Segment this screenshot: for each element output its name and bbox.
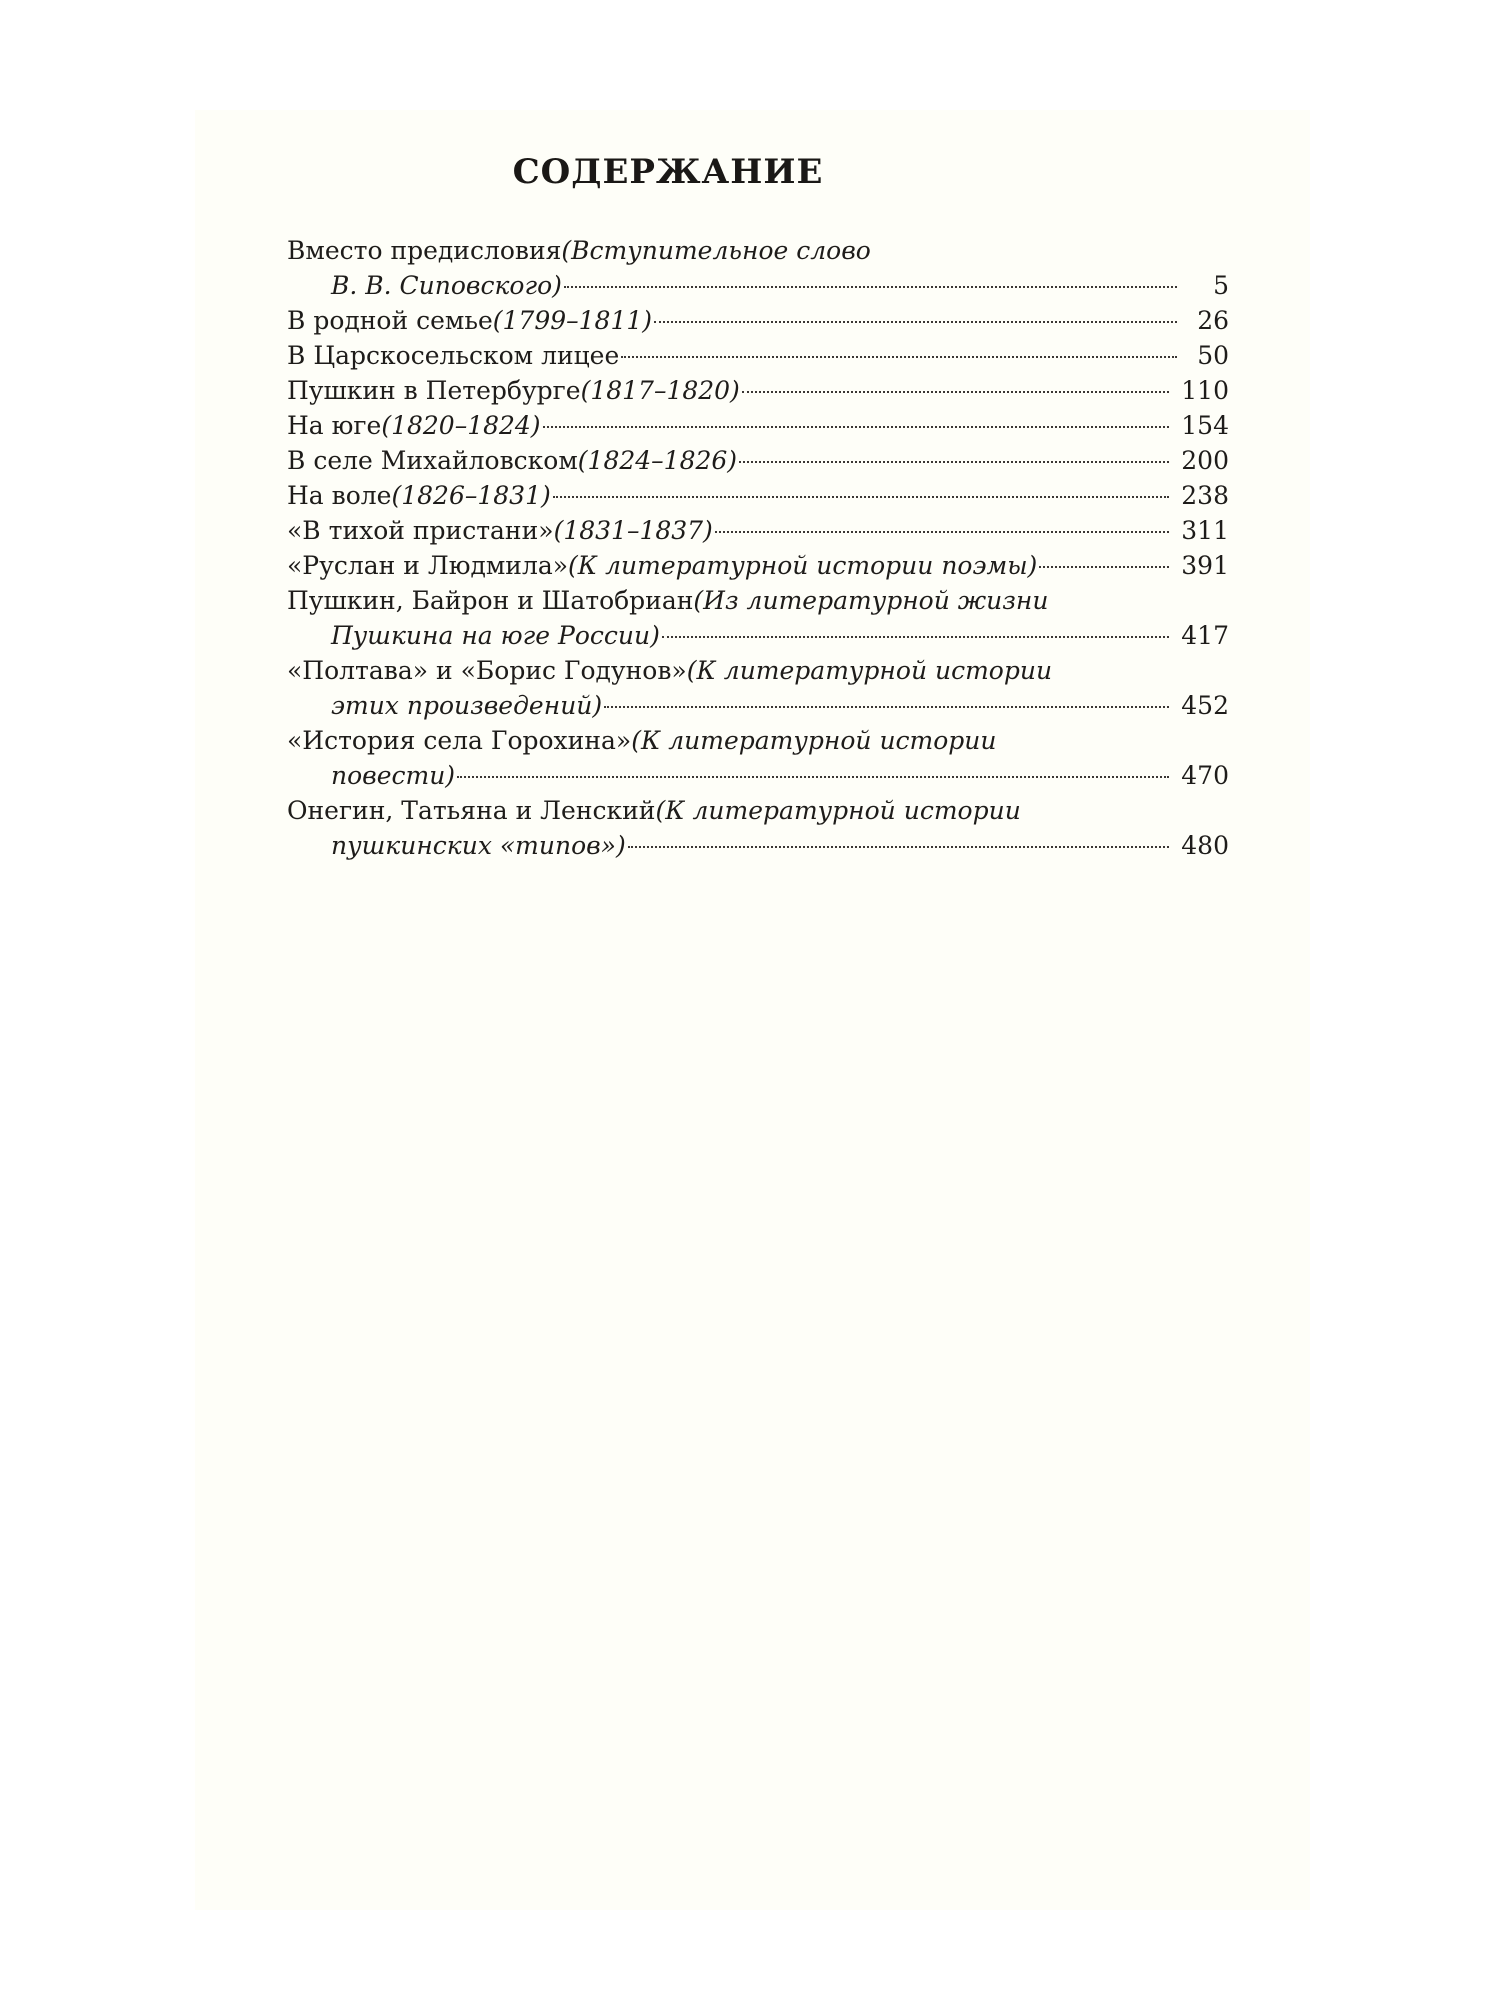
toc-entry[interactable] (287, 653, 1229, 723)
toc-subtitle: (К литературной истории (655, 796, 1021, 825)
toc-subtitle: пушкинских «типов») (331, 831, 626, 860)
toc-subtitle: (1817–1820) (580, 376, 740, 405)
toc-entry-continuation (287, 828, 1229, 863)
toc-subtitle: (К литературной истории (631, 726, 997, 755)
toc-entry-continuation (287, 268, 1229, 303)
toc-title: На юге (287, 411, 382, 440)
toc-subtitle: повести) (331, 761, 456, 790)
toc-entry[interactable] (287, 443, 1229, 478)
toc-entry-line (287, 408, 1229, 443)
dot-leader (739, 461, 1169, 463)
toc-page-number: 238 (1181, 481, 1229, 510)
toc-entry-first-line (287, 653, 1229, 688)
toc-title: «История села Горохина» (287, 726, 632, 755)
toc-title: «В тихой пристани» (287, 516, 554, 545)
toc-entry-line (287, 478, 1229, 513)
toc-entry[interactable] (287, 338, 1229, 373)
toc-title: Пушкин, Байрон и Шатобриан (287, 586, 694, 615)
toc-page-number: 110 (1181, 376, 1229, 405)
toc-subtitle: (1799–1811) (492, 306, 653, 335)
toc-entry-line (287, 303, 1229, 338)
toc-subtitle: (К литературной истории (686, 656, 1053, 685)
toc-entry[interactable] (287, 548, 1229, 583)
dot-leader (742, 391, 1169, 393)
toc-entry[interactable] (287, 723, 1229, 793)
toc-entry[interactable] (287, 478, 1229, 513)
toc-title: В селе Михайловском (287, 446, 578, 475)
dot-leader (604, 706, 1169, 708)
toc-title: Вместо предисловия (287, 236, 562, 265)
toc-entry-line (287, 513, 1229, 548)
dot-leader (715, 531, 1169, 533)
toc-subtitle: (1820–1824) (381, 411, 541, 440)
toc-entry-line (287, 548, 1229, 583)
toc-entry-continuation (287, 688, 1229, 723)
toc-entry-line (287, 338, 1229, 373)
dot-leader (654, 321, 1177, 323)
toc-page-number: 391 (1181, 551, 1229, 580)
toc-page-number: 50 (1197, 341, 1229, 370)
toc-subtitle: Пушкина на юге России) (331, 621, 660, 650)
toc-entry-continuation (287, 758, 1229, 793)
toc-entry[interactable] (287, 793, 1229, 863)
dot-leader (662, 636, 1169, 638)
toc-page-number: 452 (1181, 691, 1229, 720)
toc-entry-line (287, 443, 1229, 478)
toc-page-number: 154 (1181, 411, 1229, 440)
toc-title: В Царскосельском лицее (287, 341, 620, 370)
toc-entry[interactable] (287, 583, 1229, 653)
toc-subtitle: (Вступительное слово (561, 236, 871, 265)
toc-entry[interactable] (287, 408, 1229, 443)
toc-title: Пушкин в Петербурге (287, 376, 581, 405)
toc-page-number: 417 (1181, 621, 1229, 650)
page-title: СОДЕРЖАНИЕ (512, 152, 824, 192)
dot-leader (543, 426, 1170, 428)
toc-entry[interactable] (287, 233, 1229, 303)
dot-leader (628, 846, 1170, 848)
toc-page-number: 5 (1213, 271, 1229, 300)
toc-title: Онегин, Татьяна и Ленский (287, 796, 656, 825)
toc-page-number: 480 (1181, 831, 1229, 860)
toc-subtitle: этих произведений) (331, 691, 603, 720)
toc-page-number: 311 (1181, 516, 1229, 545)
toc-subtitle: (1824–1826) (577, 446, 738, 475)
toc-entry-line (287, 373, 1229, 408)
toc-page-number: 26 (1197, 306, 1229, 335)
dot-leader (564, 286, 1177, 288)
toc-entry-first-line (287, 793, 1229, 828)
dot-leader (457, 776, 1169, 778)
toc-subtitle: (1826–1831) (391, 481, 551, 510)
toc-entry[interactable] (287, 513, 1229, 548)
toc-page-number: 200 (1181, 446, 1229, 475)
toc-title: «Руслан и Людмила» (287, 551, 569, 580)
toc-entry[interactable] (287, 303, 1229, 338)
toc-subtitle: (Из литературной жизни (693, 586, 1049, 615)
toc-entry-first-line (287, 233, 1229, 268)
toc-title: «Полтава» и «Борис Годунов» (287, 656, 687, 685)
toc-title: В родной семье (287, 306, 493, 335)
toc-entry-first-line (287, 583, 1229, 618)
dot-leader (621, 356, 1177, 358)
toc-entry[interactable] (287, 373, 1229, 408)
toc-subtitle: В. В. Сиповского) (331, 271, 562, 300)
dot-leader (1039, 566, 1169, 568)
toc-page-number: 470 (1181, 761, 1229, 790)
dot-leader (553, 496, 1170, 498)
toc-title: На воле (287, 481, 392, 510)
book-page (195, 110, 1310, 1910)
toc-subtitle: (К литературной истории поэмы) (568, 551, 1038, 580)
toc-entry-continuation (287, 618, 1229, 653)
table-of-contents (287, 233, 1229, 863)
toc-entry-first-line (287, 723, 1229, 758)
toc-subtitle: (1831–1837) (553, 516, 713, 545)
